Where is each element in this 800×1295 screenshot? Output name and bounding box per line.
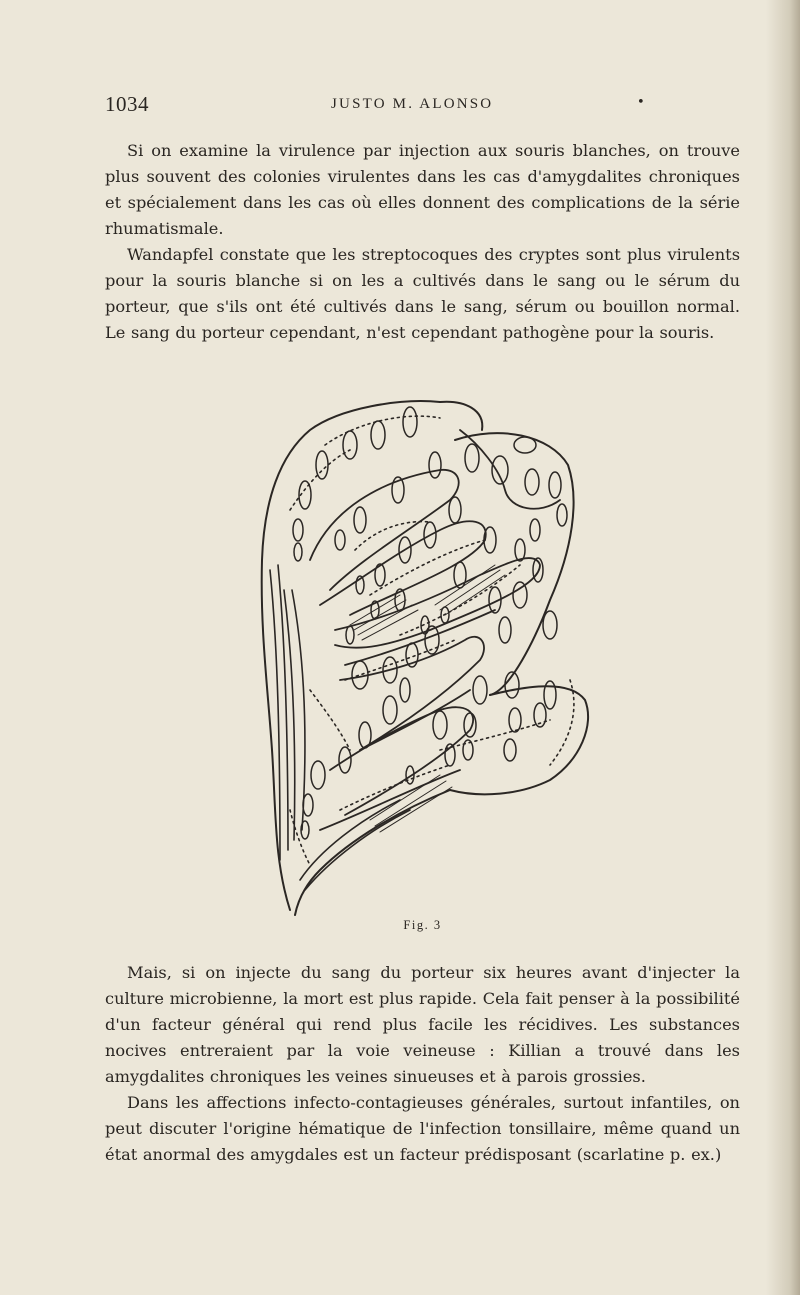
running-header bbox=[105, 92, 740, 120]
page-edge-shadow bbox=[766, 0, 800, 1295]
paragraph: Mais, si on injecte du sang du porteur six heures avant d'injecter la culture microbienne, la mort est plus rapide. Cela fait penser à la possibilité d'un facteur général qui rend plus facile les récidives. Les substances nocives entreraient par la voie veineuse : Killian a trouvé dans les amygdalites chroniques les veines sinueuses et à parois grossies. bbox=[105, 963, 740, 1086]
body-text-bottom bbox=[105, 960, 740, 1168]
paragraph: Dans les affections infecto-contagieuses générales, surtout infantiles, on peut discuter l'origine hématique de l'infection tonsillaire, même quand un état anormal des amygdales est un facteur prédisposant (scarlatine p. ex.) bbox=[105, 1093, 740, 1164]
figure-caption: Fig. 3 bbox=[403, 918, 442, 932]
paragraph: Si on examine la virulence par injection aux souris blanches, on trouve plus souvent des colonies virulentes dans les cas d'amygdalites chroniques et spécialement dans les cas où elles donnent des complications de la série rhumatismale. bbox=[105, 141, 740, 238]
tonsil-crypt-illustration bbox=[250, 390, 600, 925]
page-number: 1034 bbox=[105, 92, 149, 116]
running-head-ornament: • bbox=[637, 95, 645, 110]
running-head-author: JUSTO M. ALONSO bbox=[331, 96, 494, 112]
paragraph: Wandapfel constate que les streptocoques des cryptes sont plus virulents pour la souris blanche si on les a cultivés dans le sang ou le sérum du porteur, que s'ils ont été cultivés dans le sang, sérum ou bouillon normal. Le sang du porteur cependant, n'est cependant pathogène pour la souris. bbox=[105, 245, 740, 342]
body-text-top bbox=[105, 138, 740, 346]
